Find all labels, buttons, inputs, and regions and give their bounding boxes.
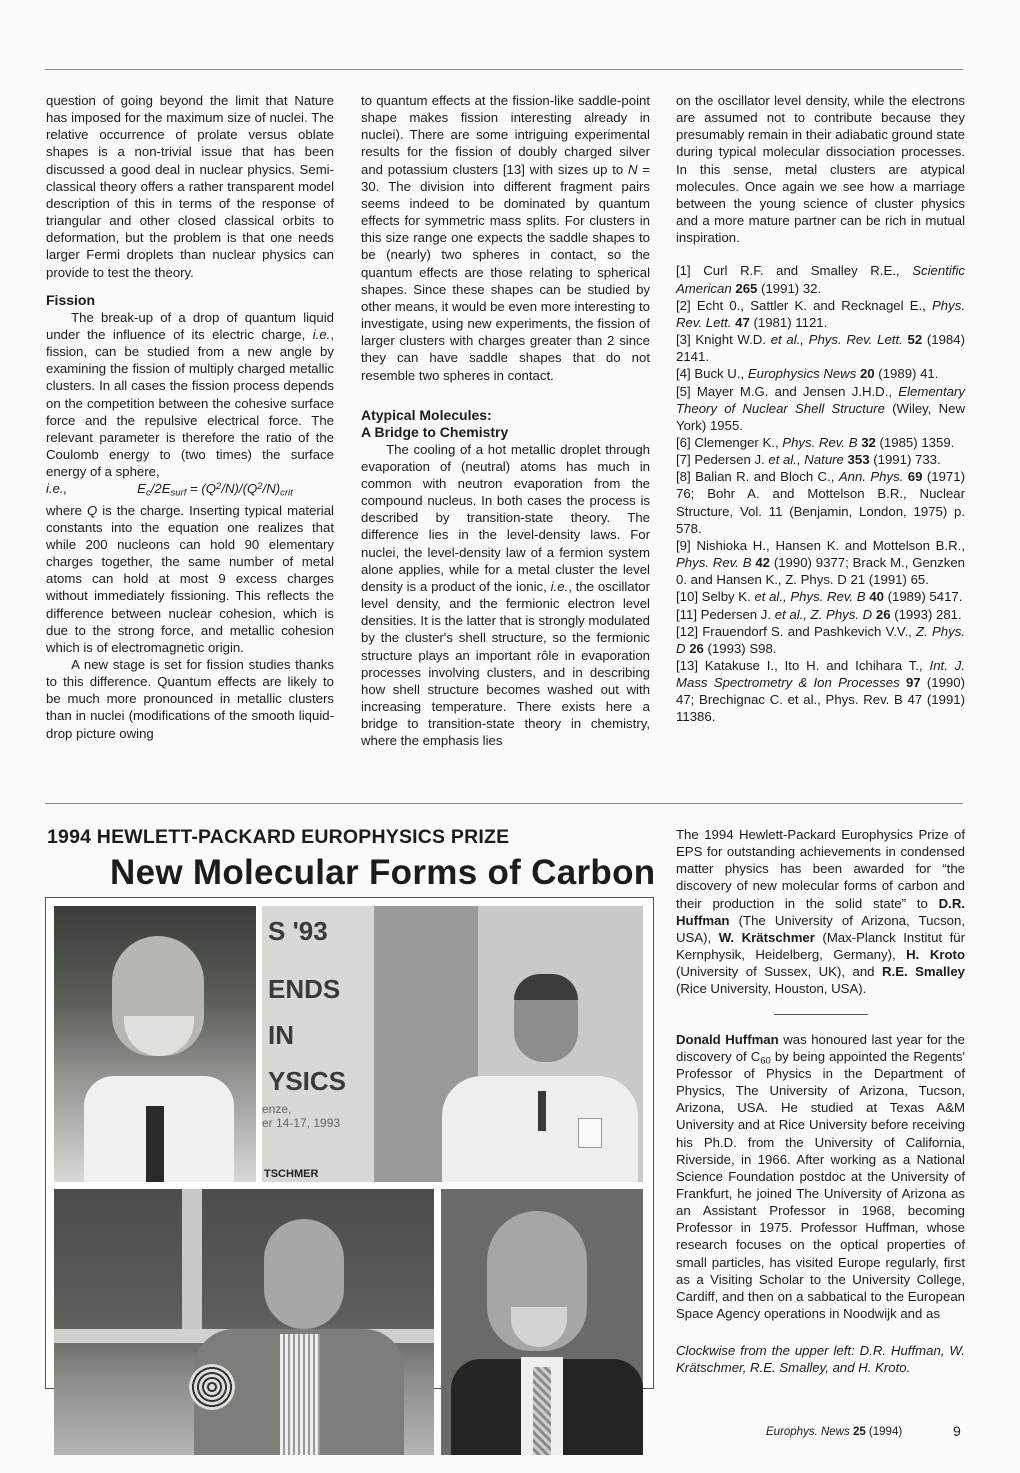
paragraph: where Q is the charge. Inserting typical material constants into the equation one realizes that while 200 nucleons can hold 90 elementary charges together, the same number of metal atoms can hold at most 9 excess charges without immediately fissioning. This reflects the difference between nuclear cohesion, which is due to the strong force, and metallic cohesion which is of electromagnetic origin. (46, 502, 334, 655)
page-number: 9 (953, 1423, 961, 1439)
reference-item: [6] Clemenger K., Phys. Rev. B 32 (1985) 1359. (676, 434, 955, 450)
paragraph: The cooling of a hot metallic droplet through evaporation of (neutral) atoms has much in common with neutron evaporation from the compound nucleus. In both cases the process is described by transition-state theory. The difference lies in the level-density laws. For nuclei, the level-density law of a fermion system alone applies, while for a metal cluster the level density is a product of the ionic, i.e., the oscillator level density, and the fermionic electron level densities. It is the latter that is strongly modulated by the cluster's shell structure, so the fermionic structure plays an important rôle in evaporation processes involving clusters, and in describing how shell structure becomes washed out with increasing temperature. There exists here a bridge to transition-state theory in chemistry, where the emphasis lies (361, 441, 650, 749)
paragraph: The break-up of a drop of quantum liquid under the influence of its electric charge, i.e., fission, can be studied from a new angle by examining the fission of multiply charged metallic clusters. In all cases the fission process depends on the competition between the cohesive surface force and the repulsive electrical force. The relevant parameter is therefore the ratio of the Coulomb energy to (two times) the surface energy of a sphere, (46, 309, 334, 480)
column-2 (361, 92, 650, 749)
photo-collage (45, 897, 654, 1389)
footer-citation: Europhys. News 25 (1994) (766, 1426, 903, 1438)
reference-item: [11] Pedersen J. et al., Z. Phys. D 26 (1993) 281. (676, 606, 962, 622)
paragraph: i.e., (46, 481, 68, 497)
reference-item: [1] Curl R.F. and Smalley R.E., Scientific American 265 (1991) 32. (676, 263, 965, 296)
banner-small-text: enze, er 14-17, 1993 (262, 1102, 341, 1130)
prize-column (676, 826, 965, 1377)
paragraph: question of going beyond the limit that Nature has imposed for the maximum size of nuclei. The relative occurrence of prolate versus oblate shapes is a non-trivial issue that has been discussed a good deal in nuclear physics. Semi-classical theory offers a rather transparent model description of this in terms of the response of triangular and other closed classical orbits to deformation, but the problem is that one needs larger Fermi droplets than nuclear physics can provide to test the theory. (46, 93, 334, 280)
reference-item: [8] Balian R. and Bloch C., Ann. Phys. 69 (1971) 76; Bohr A. and Mottelson B.R., Nuclear Structure, Vol. 11 (Benjamin, London, 1975) p. 578. (676, 469, 965, 536)
reference-item: [9] Nishioka H., Hansen K. and Mottelson B.R., Phys. Rev. B 42 (1990) 9377; Brack M., Genzken 0. and Hansen K., Z. Phys. D 21 (1991) 65. (676, 537, 965, 588)
photo-kroto (54, 1189, 434, 1455)
article-title: New Molecular Forms of Carbon (110, 853, 656, 892)
paragraph: to quantum effects at the fission-like saddle-point shape makes fission interesting already in nuclei). There are some intriguing experimental results for the fission of doubly charged silver and potassium clusters [13] with sizes up to N = 30. The division into different fragment pairs seems indeed to be dominated by quantum effects for symmetric mass splits. For clusters in this size range one expects the saddle shapes to be (nearly) two spheres in contact, so the quantum effects are those relating to spherical shapes. Since these shapes can be studied by other means, it would be even more interesting to investigate, using new experiments, the fission of larger clusters with charges greater than 2 since they can have saddle shapes that do not resemble two spheres in contact. (361, 93, 651, 383)
reference-item: [5] Mayer M.G. and Jensen J.H.D., Elementary Theory of Nuclear Shell Structure (Wiley, New York) 1955. (676, 383, 965, 433)
reference-item: [12] Frauendorf S. and Pashkevich V.V., Z. Phys. D 26 (1993) S98. (676, 623, 965, 656)
section-heading: A Bridge to Chemistry (361, 423, 509, 440)
top-rule (45, 69, 963, 70)
prize-intro: The 1994 Hewlett-Packard Europhysics Prize of EPS for outstanding achievements in condensed matter physics has been awarded for “the discovery of new molecular forms of carbon and their production in the solid state” to D.R. Huffman (The University of Arizona, Tucson, USA), W. Krätschmer (Max-Planck Institut für Kernphysik, Heidelberg, Germany), H. Kroto (University of Sussex, UK), and R.E. Smalley (Rice University, Houston, USA). (676, 827, 966, 997)
column-1 (46, 92, 334, 742)
reference-item: [3] Knight W.D. et al., Phys. Rev. Lett. 52 (1984) 2141. (676, 332, 965, 365)
reference-item: [4] Buck U., Europhysics News 20 (1989) 41. (676, 366, 939, 382)
section-heading: Atypical Molecules: (361, 406, 492, 423)
photo-kratschmer (262, 906, 643, 1182)
reference-item: [2] Echt 0., Sattler K. and Recknagel E., Phys. Rev. Lett. 47 (1981) 1121. (676, 297, 965, 330)
photo-smalley (441, 1189, 643, 1455)
photo-huffman (54, 906, 256, 1182)
section-heading-fission: Fission (46, 291, 96, 308)
reference-item: [13] Katakuse I., Ito H. and Ichihara T., Int. J. Mass Spectrometry & Ion Processes 97 (1990) 47; Brechignac C. et al., Phys. Rev. B 47 (1991) 11386. (676, 658, 966, 725)
equation: $E_c/2E_{surf} = (Q^2/N)/(Q^2/N)_{crit}$ (137, 481, 293, 499)
paragraph: A new stage is set for fission studies thanks to this difference. Quantum effects are likely to be much more pronounced in metallic clusters than in nuclei (modifications of the smooth liquid-drop picture owing (46, 657, 334, 741)
divider (774, 1014, 868, 1015)
reference-list (676, 262, 965, 725)
reference-item: [10] Selby K. et al., Phys. Rev. B 40 (1989) 5417. (676, 589, 963, 605)
paragraph: on the oscillator level density, while the electrons are assumed not to contribute because they presumably remain in their adiabatic ground state during typical molecular dissociation processes. In this sense, metal clusters are atypical molecules. Once again we see how a marriage between the young science of cluster physics and a more mature partner can be rich in mutual inspiration. (676, 93, 965, 246)
prize-kicker: 1994 HEWLETT-PACKARD EUROPHYSICS PRIZE (47, 826, 510, 848)
banner-text: S '93 ENDS IN YSICS (268, 916, 347, 1096)
bio-huffman: Donald Huffman was honoured last year for the discovery of $C_{60}$ by being appointed the Regents' Professor of Physics in the Department of Physics, The University of Arizona, Tucson, Arizona, USA. He studied at Texas A&M University and at Rice University before receiving his Ph.D. from the University of California, Riverside, in 1966. After working as a National Science Foundation postdoc at the University of Frankfurt, he joined The University of Arizona as an Assistant Professor in 1968, becoming Professor in 1975. Professor Huffman, whose research focuses on the optical properties of small particles, has visited Europe regularly, first as a Visiting Scholar to the University College, Cardiff, and then on a sabbatical to the European Space Agency operations in Noodwijk and as (676, 1031, 965, 1322)
photo-caption: Clockwise from the upper left: D.R. Huffman, W. Krätschmer, R.E. Smalley, and H. Kroto. (676, 1343, 965, 1376)
banner-bottom-text: TSCHMER (264, 1168, 319, 1180)
reference-item: [7] Pedersen J. et al., Nature 353 (1991) 733. (676, 452, 941, 468)
column-3 (676, 92, 965, 726)
section-rule (45, 803, 963, 804)
